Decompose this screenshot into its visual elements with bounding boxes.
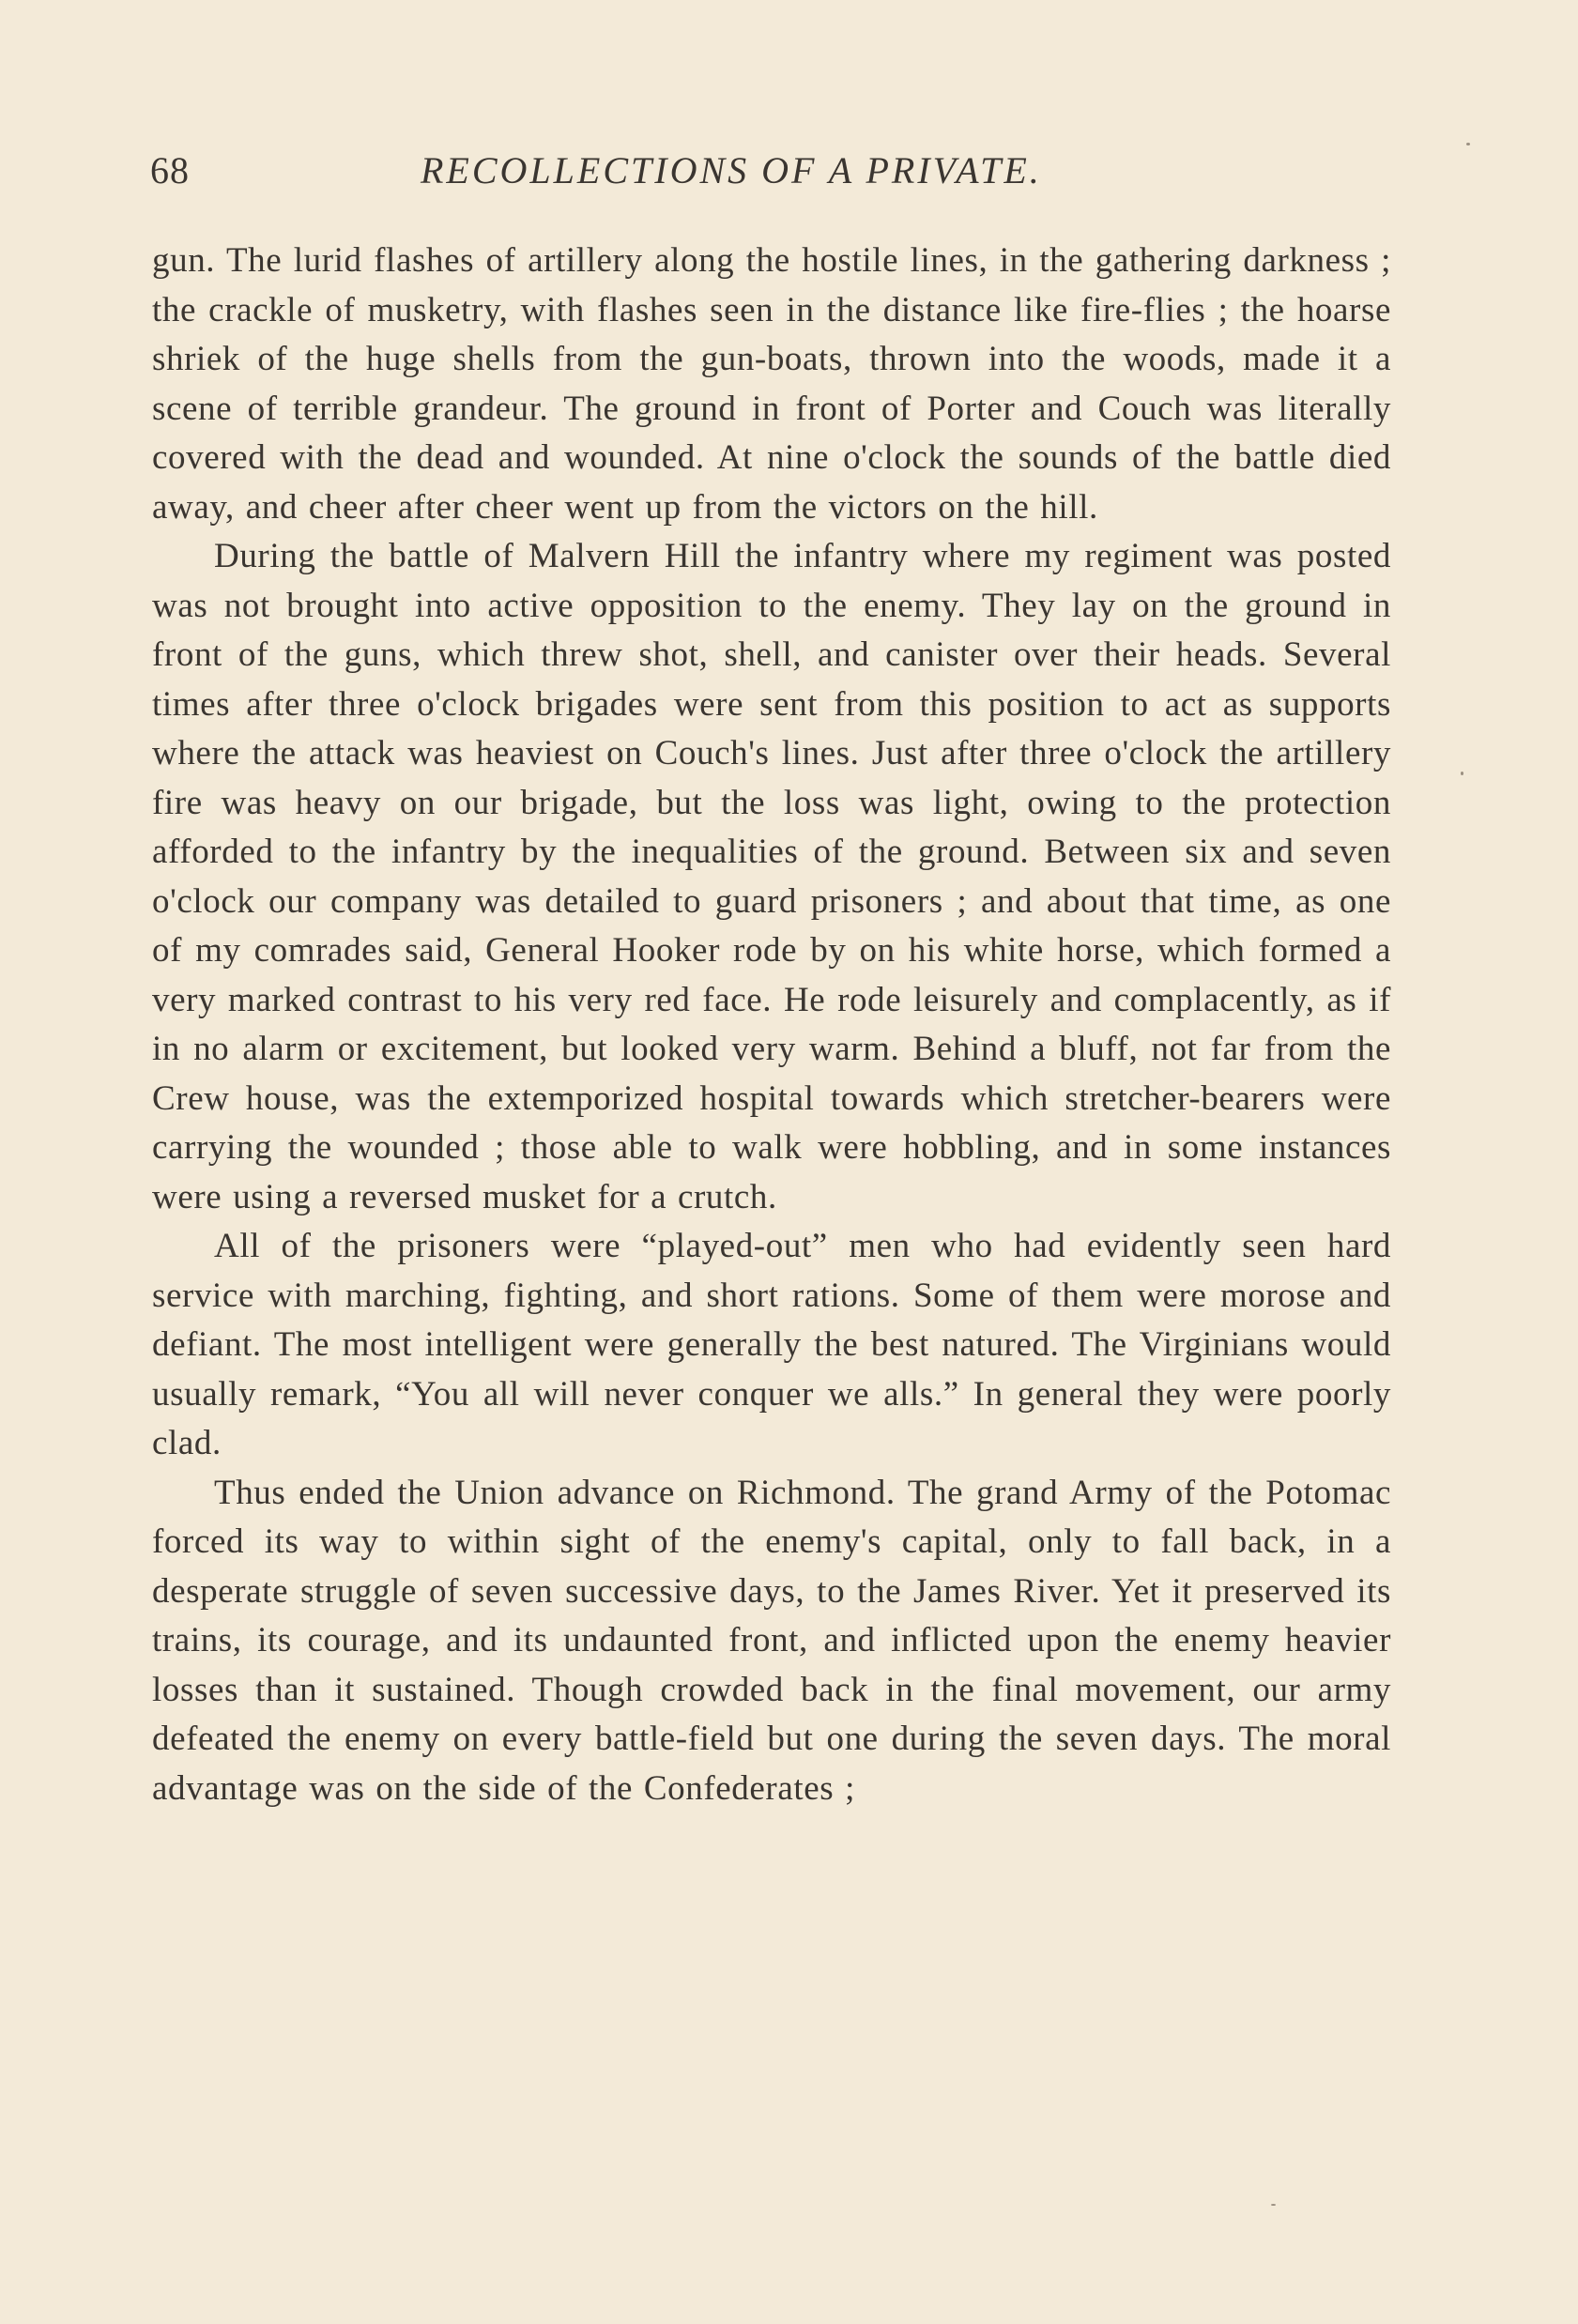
paragraph-1: gun. The lurid flashes of artillery along the hostile lines, in the gathering darkness ; the crackle of musketry, with flashes seen in the distance like fire-flies ; the hoarse shriek of the huge shells from the gun-boats, thrown into the woods, made it a scene of terrible grandeur. The ground in front of Porter and Couch was literally covered with the dead and wounded. At nine o'clock the sounds of the battle died away, and cheer after cheer went up from the victors on the hill. — [152, 241, 1391, 527]
paper-speck — [1466, 143, 1470, 145]
paper-speck — [1271, 2204, 1276, 2206]
paragraph-2: During the battle of Malvern Hill the infantry where my regiment was posted was not brought into active opposition to the enemy. They lay on the ground in front of the guns, which threw shot, shell, and canister over their heads. Several times after three o'clock brigades were sent from this position to act as supports where the attack was heaviest on Couch's lines. Just after three o'clock the artillery fire was heavy on our brigade, but the loss was light, owing to the protection afforded to the infantry by the inequalities of the ground. Between six and seven o'clock our company was detailed to guard prisoners ; and about that time, as one of my comrades said, General Hooker rode by on his white horse, which formed a very marked contrast to his very red face. He rode leisurely and complacently, as if in no alarm or excitement, but looked very warm. Behind a bluff, not far from the Crew house, was the extemporized hospital towards which stretcher-bearers were carrying the wounded ; those able to walk were hobbling, and in some instances were using a reversed musket for a crutch. — [152, 537, 1391, 1216]
paragraph-3: All of the prisoners were “played-out” men who had evidently seen hard service with marching, fighting, and short rations. Some of them were morose and defiant. The most intelligent were generally the best natured. The Virginians would usually remark, “You all will never conquer we alls.” In general they were poorly clad. — [152, 1227, 1391, 1462]
running-title: RECOLLECTIONS OF A PRIVATE. — [421, 149, 1042, 191]
page-number: 68 — [150, 149, 190, 191]
running-head — [150, 143, 1389, 199]
paragraph-4: Thus ended the Union advance on Richmond. The grand Army of the Potomac forced its way to within sight of the enemy's capital, only to fall back, in a desperate struggle of seven successive days, to the James River. Yet it preserved its trains, its courage, and its undaunted front, and inflicted upon the enemy heavier losses than it sustained. Though crowded back in the final movement, our army defeated the enemy on every battle-field but one during the seven days. The moral advantage was on the side of the Confederates ; — [152, 1473, 1391, 1808]
body-text — [152, 237, 1391, 1813]
paper-speck — [1461, 772, 1463, 775]
